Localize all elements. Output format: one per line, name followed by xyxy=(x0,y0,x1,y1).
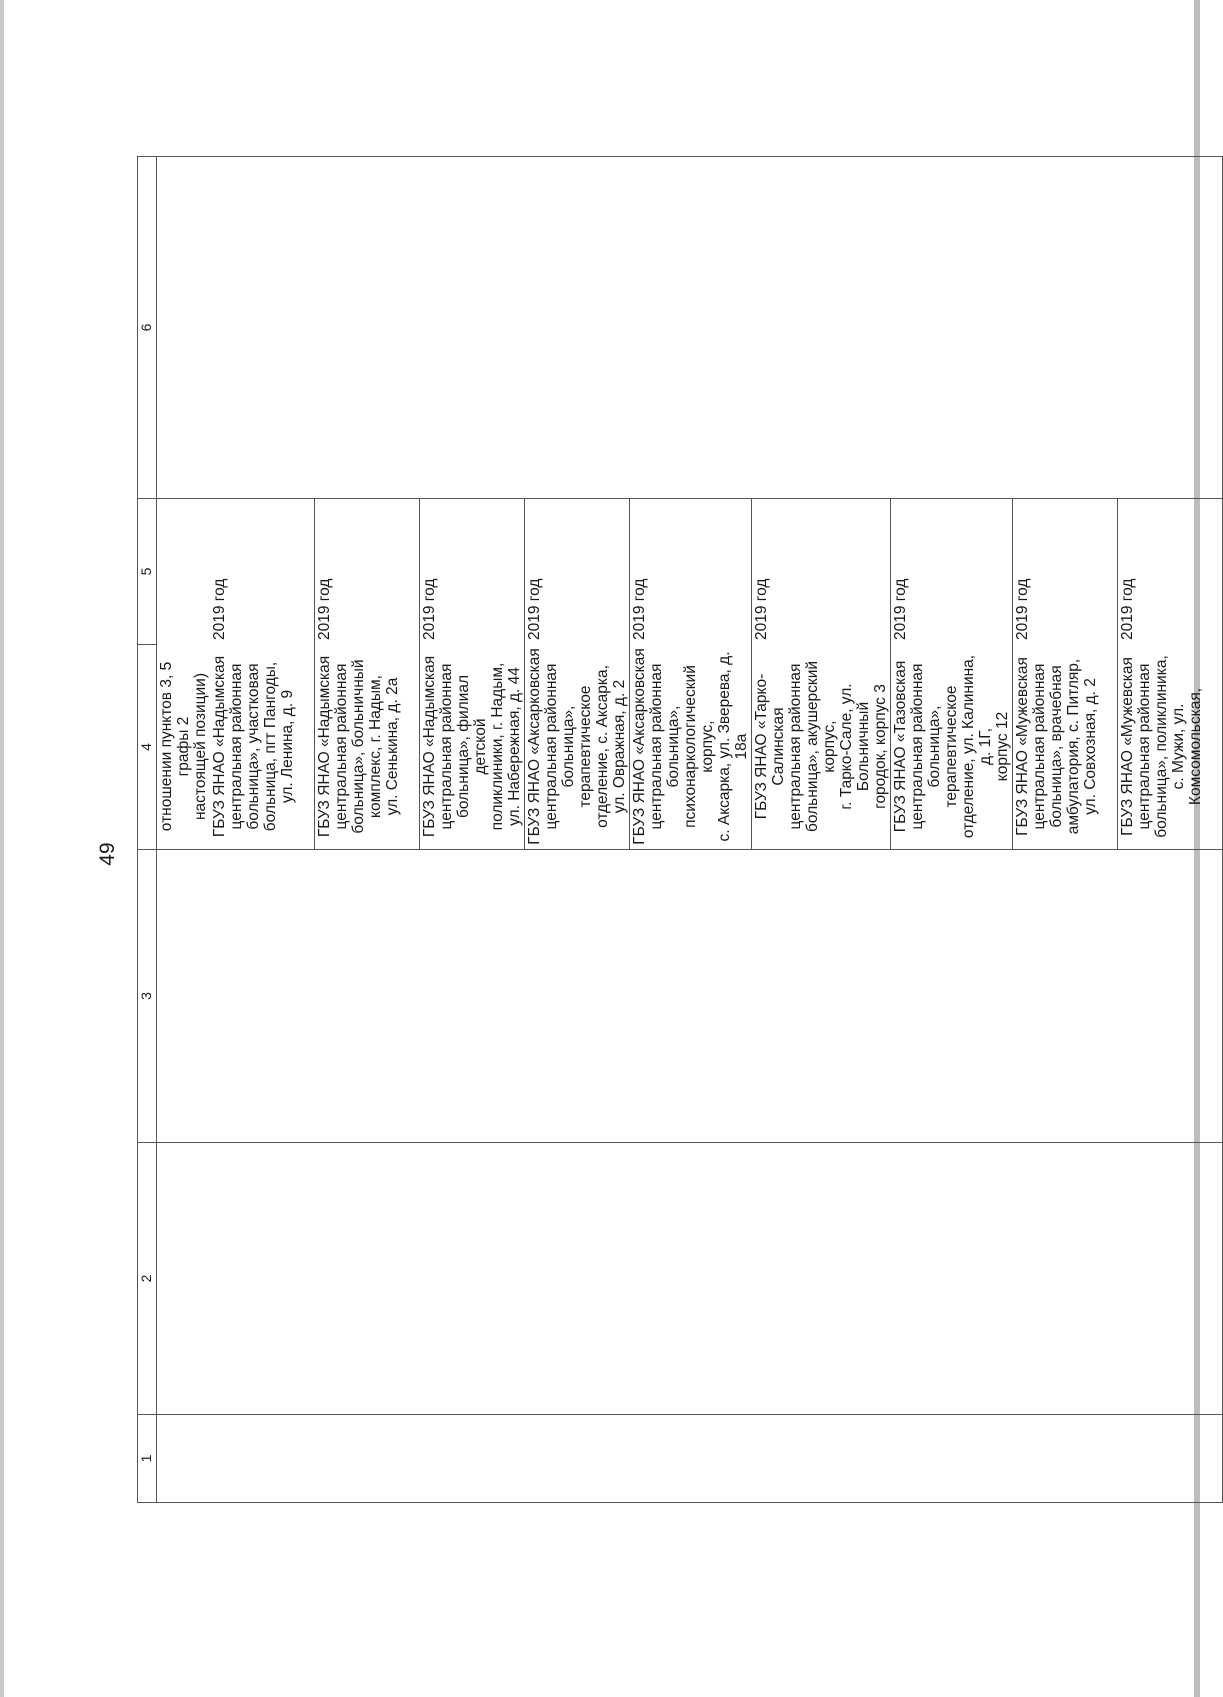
institution-cell: ГБУЗ ЯНАО «Надымская центральная районная больница», участковая больница, пгт Пангоды, ул. Ленина, д. 9 xyxy=(210,644,315,849)
institution-cell: ГБУЗ ЯНАО «Мужевская центральная районная больница», врачебная амбулатория, с. Питляр, ул. Совхозная, д. 2 xyxy=(1013,644,1118,849)
cell-col-2 xyxy=(157,1143,1223,1415)
facility-list-cell xyxy=(157,499,1223,850)
scan-edge-left xyxy=(0,0,4,1697)
lead-empty-cell xyxy=(157,498,210,644)
lead-row xyxy=(157,498,210,849)
column-number: 6 xyxy=(138,157,157,499)
year-cell: 2019 год xyxy=(210,498,315,644)
year-cell: 2019 год xyxy=(1013,498,1118,644)
institution-cell: ГБУЗ ЯНАО «Надымская центральная районная больница», больничный комплекс, г. Надым, ул. Сенькина, д. 2а xyxy=(315,644,420,849)
institution-cell: ГБУЗ ЯНАО «Мужевская центральная районная больница», поликлиника, с. Мужи, ул. Комсомольская, xyxy=(1119,655,1204,838)
facility-row xyxy=(525,498,630,849)
facility-row xyxy=(210,498,315,849)
page-number: 49 xyxy=(96,842,119,866)
column-number: 4 xyxy=(138,645,157,850)
column-number: 1 xyxy=(138,1415,157,1503)
institution-cell: ГБУЗ ЯНАО «Аксарковская центральная районная больница», психонаркологический корпус, с. Аксарка, ул. Зверева, д. 18а xyxy=(630,644,752,849)
facility-row xyxy=(420,498,525,849)
year-cell: 2019 год xyxy=(752,498,891,644)
table-container xyxy=(137,157,1204,1503)
facility-row xyxy=(1013,498,1118,849)
institution-cell: ГБУЗ ЯНАО «Тазовская центральная районная больница», терапевтическое отделение, ул. Калинина, д. 1Г, корпус 12 xyxy=(891,644,1013,849)
cell-col-3 xyxy=(157,850,1223,1143)
year-cell: 2019 год xyxy=(630,498,752,644)
lead-text: отношении пунктов 3, 5 графы 2 настоящей позиции) xyxy=(158,661,209,832)
cell-col-1 xyxy=(157,1415,1223,1503)
cell-col-6 xyxy=(157,157,1223,499)
facility-row xyxy=(752,498,891,849)
year-cell: 2019 год xyxy=(525,498,630,644)
column-number: 2 xyxy=(138,1143,157,1415)
column-number: 5 xyxy=(138,499,157,645)
main-table xyxy=(137,156,1223,1503)
year-cell: 2019 год xyxy=(315,498,420,644)
institution-cell: ГБУЗ ЯНАО «Тарко-Салинская центральная районная больница», акушерский корпус, г. Тарко-Сале, ул. Больничный городок, корпус 3 xyxy=(752,644,891,849)
institution-cell: ГБУЗ ЯНАО «Надымская центральная районная больница», филиал детской поликлиники, г. Надым, ул. Набережная, д. 44 xyxy=(420,644,525,849)
facility-row xyxy=(1118,498,1223,849)
facility-row xyxy=(315,498,420,849)
column-number: 3 xyxy=(138,850,157,1143)
year-cell: 2019 год xyxy=(891,498,1013,644)
institution-cell: ГБУЗ ЯНАО «Аксарковская центральная районная больница», терапевтическое отделение, с. Аксарка, ул. Овражная, д. 2 xyxy=(525,644,630,849)
column-number-row xyxy=(138,157,157,1503)
year-cell: 2019 год xyxy=(1119,578,1136,640)
facility-table xyxy=(157,498,1222,849)
facility-row xyxy=(630,498,752,849)
year-cell: 2019 год xyxy=(420,498,525,644)
facility-row xyxy=(891,498,1013,849)
body-row xyxy=(157,157,1223,1503)
